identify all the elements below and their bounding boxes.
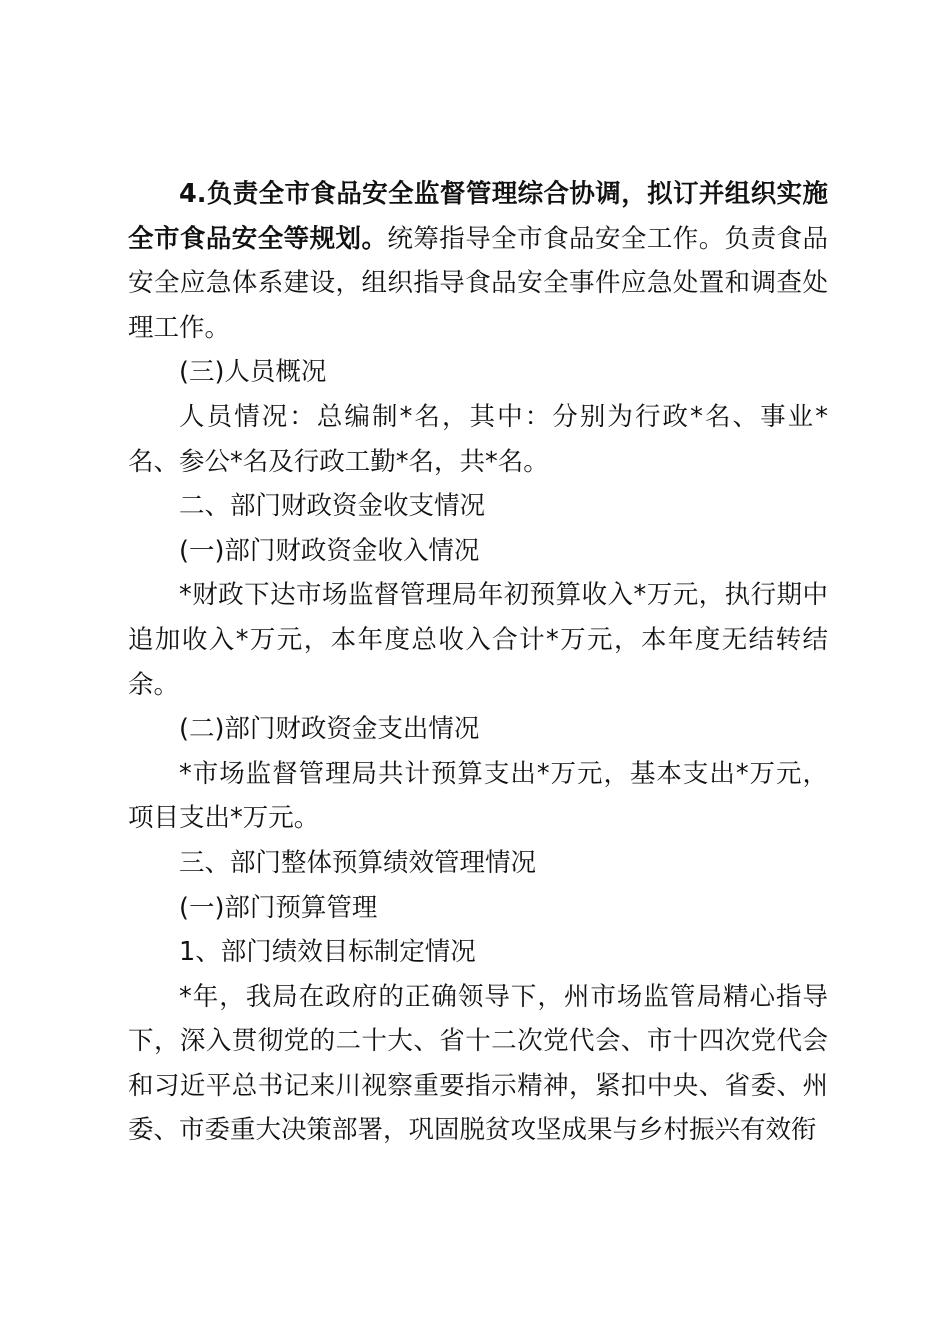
section-heading-performance-management: 三、部门整体预算绩效管理情况 [179, 847, 537, 878]
responsibility-text: 统筹指导全市食品安全工作。负责食品安全应急体系建设，组织指导食品安全事件应急处置和调查处理工作。 [128, 223, 828, 343]
section-heading-staff-overview: (三)人员概况 [179, 357, 327, 388]
subsection-heading-revenue: (一)部门财政资金收入情况 [179, 535, 480, 566]
paragraph-revenue-details: *财政下达市场监督管理局年初预算收入*万元，执行期中追加收入*万元，本年度总收入合计*万元，本年度无结转结余。 [128, 580, 828, 700]
document-body [128, 172, 828, 1153]
section-heading-revenue-expenditure: 二、部门财政资金收支情况 [179, 491, 486, 522]
item-heading-performance-goals: 1、部门绩效目标制定情况 [179, 937, 476, 968]
paragraph-responsibility-4 [128, 172, 828, 350]
subsection-heading-budget-management: (一)部门预算管理 [179, 892, 378, 923]
paragraph-annual-work: *年，我局在政府的正确领导下，州市场监管局精心指导下，深入贯彻党的二十大、省十二次党代会、市十四次党代会和习近平总书记来川视察重要指示精神，紧扣中央、省委、州委、市委重大决策部署，巩固脱贫攻坚成果与乡村振兴有效衔 [128, 981, 828, 1146]
paragraph-expenditure-details: *市场监督管理局共计预算支出*万元，基本支出*万元，项目支出*万元。 [128, 758, 828, 834]
paragraph-staff-details: 人员情况：总编制*名，其中：分别为行政*名、事业*名、参公*名及行政工勤*名，共*名。 [128, 401, 828, 477]
subsection-heading-expenditure: (二)部门财政资金支出情况 [179, 714, 480, 745]
responsibility-heading: 4.负责全市食品安全监督管理综合协调，拟订并组织实施全市食品安全等规划。 [128, 179, 828, 254]
